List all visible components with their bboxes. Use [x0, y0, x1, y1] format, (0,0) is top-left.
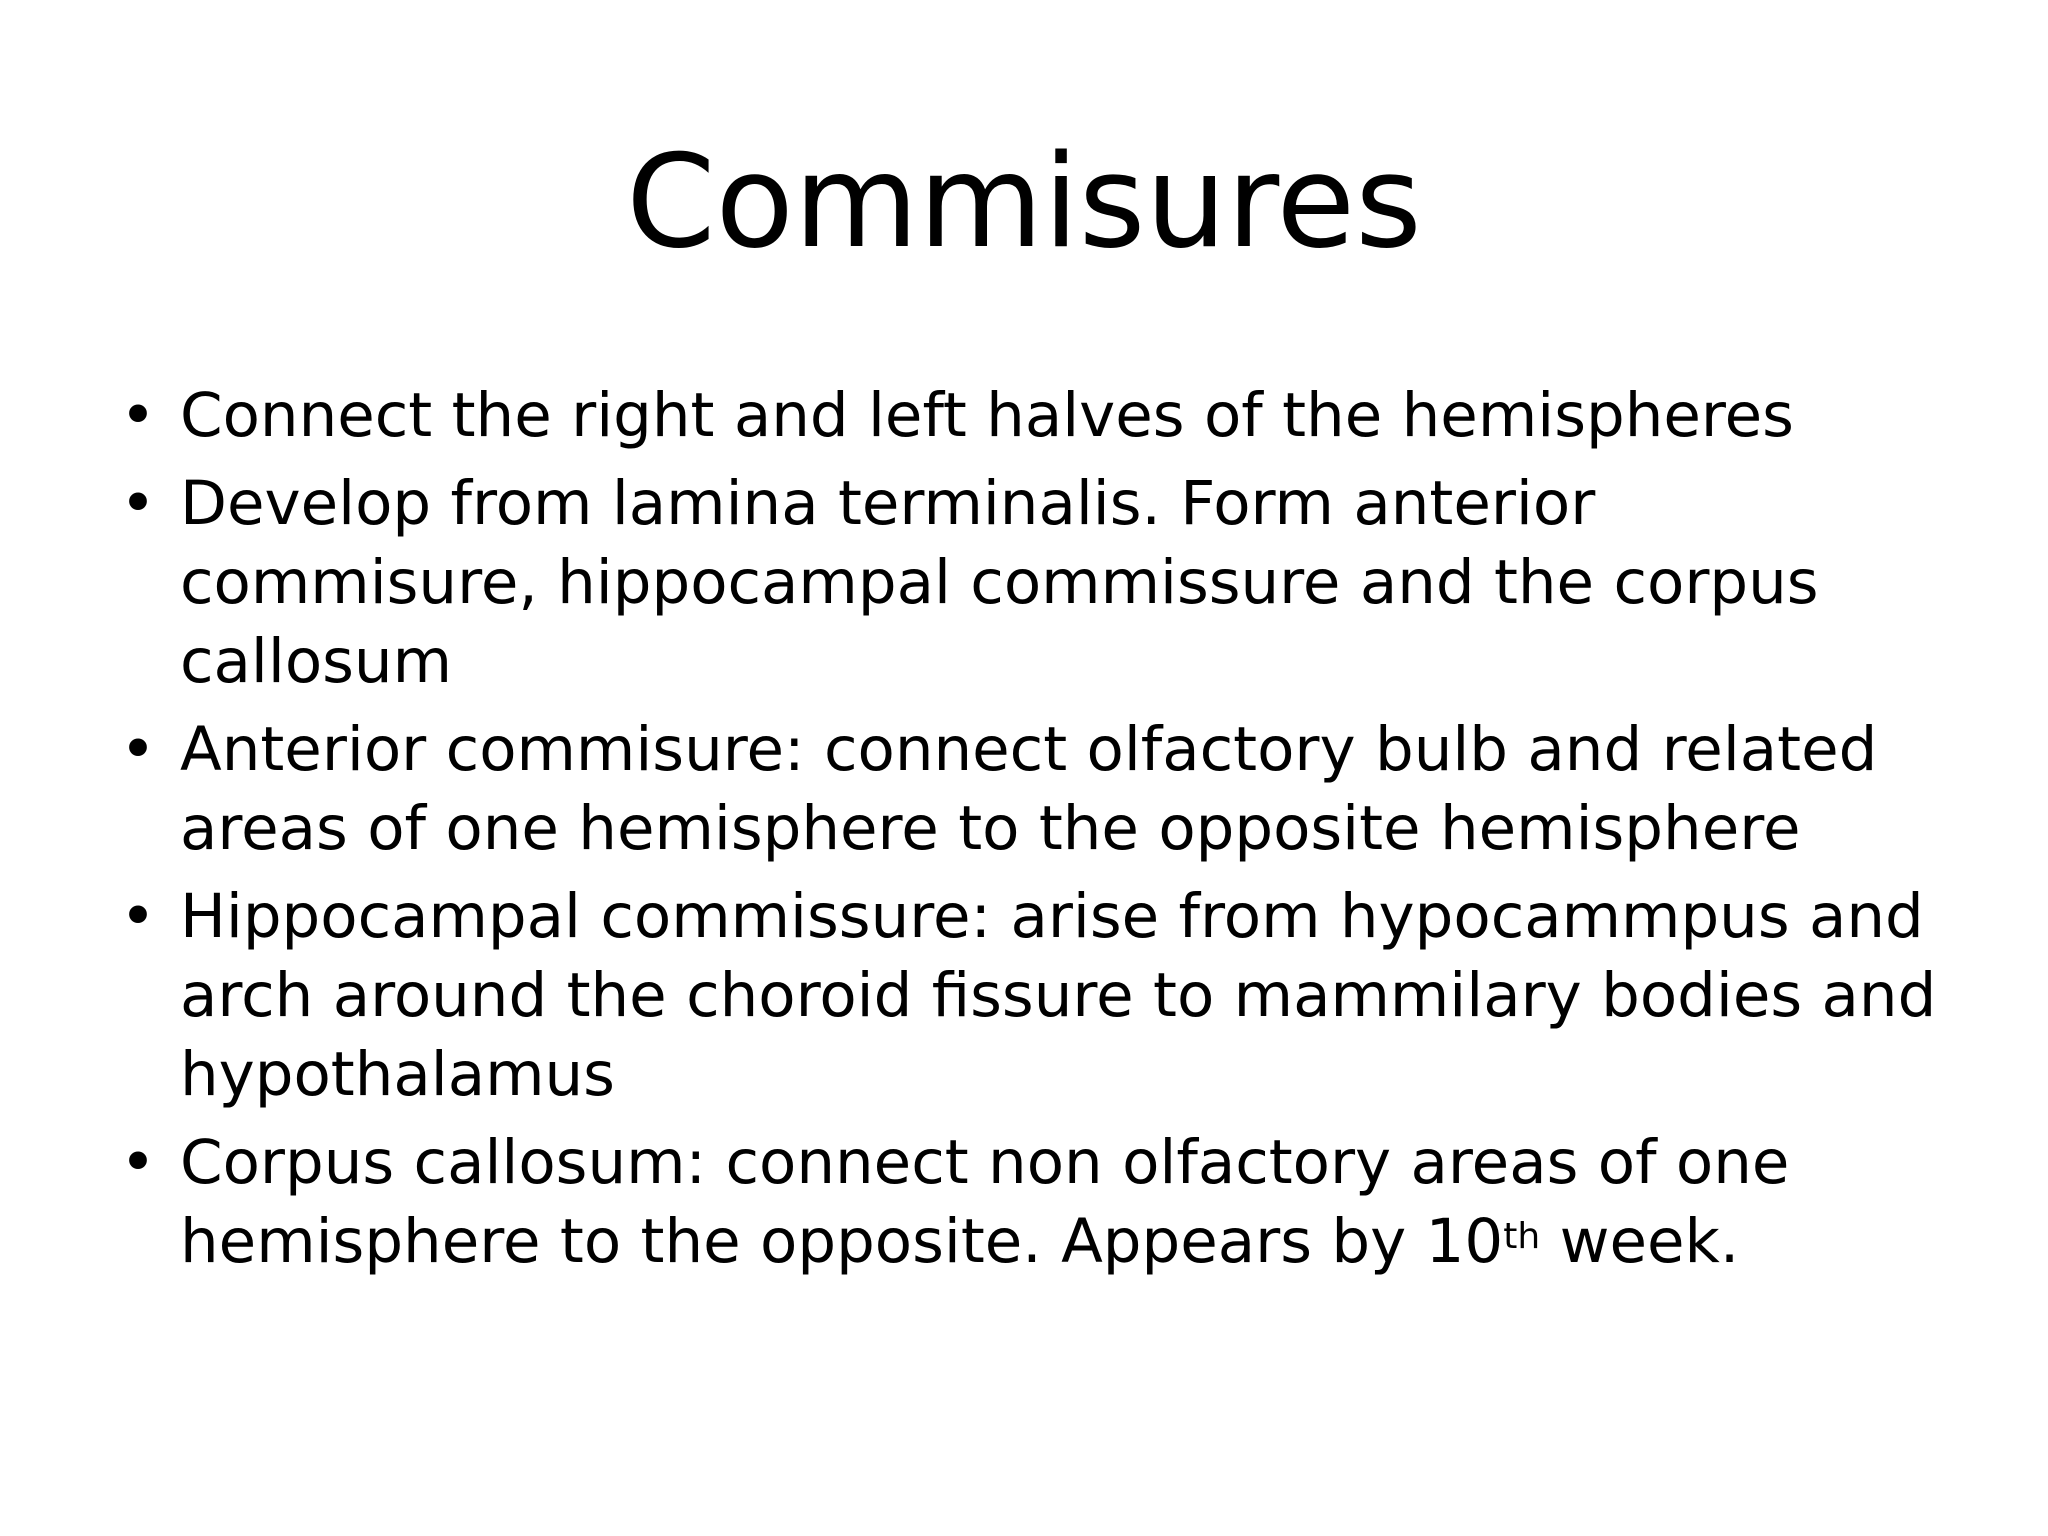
bullet-item	[112, 1123, 1972, 1281]
slide-title: Commisures	[626, 128, 1422, 277]
bullet-item	[112, 464, 1972, 701]
bullet-text: Connect the right and left halves of the hemispheres	[180, 380, 1794, 451]
bullet-point-icon: •	[120, 1127, 156, 1198]
ordinal-superscript: th	[1503, 1216, 1541, 1257]
bullet-text: Hippocampal commissure: arise from hypocammpus and arch around the choroid fissure to mammilary bodies and hypothalamus	[180, 881, 1937, 1110]
bullet-point-icon: •	[120, 881, 156, 952]
bullet-point-icon: •	[120, 714, 156, 785]
bullet-point-icon: •	[120, 380, 156, 451]
bullet-item	[112, 710, 1972, 868]
bullet-point-icon: •	[120, 468, 156, 539]
bullet-text: Develop from lamina terminalis. Form anterior commisure, hippocampal commissure and the corpus callosum	[180, 468, 1819, 697]
bullet-text-main: Corpus callosum: connect non olfactory areas of one hemisphere to the opposite. Appears by 10	[180, 1127, 1790, 1277]
bullet-text: Anterior commisure: connect olfactory bulb and related areas of one hemisphere to the opposite hemisphere	[180, 714, 1878, 864]
bullet-text	[180, 1127, 1789, 1277]
bullet-text-end: week.	[1540, 1206, 1740, 1277]
bullet-item	[112, 376, 1972, 455]
bullet-item	[112, 877, 1972, 1114]
bullet-list	[112, 376, 1972, 1290]
